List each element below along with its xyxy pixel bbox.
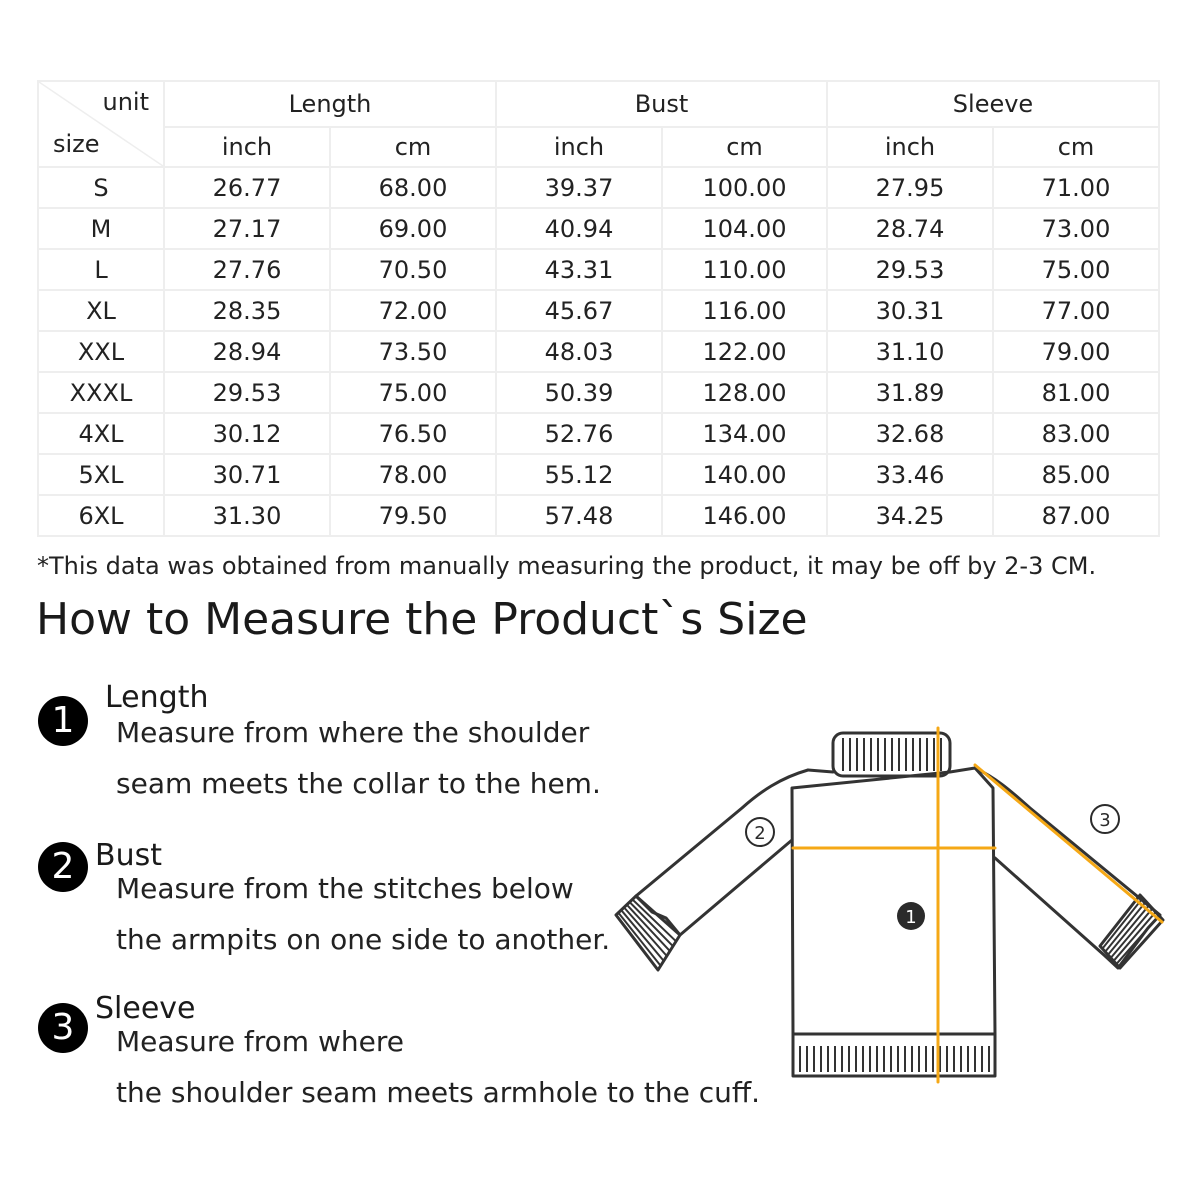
size-cell: 4XL [38, 413, 164, 454]
measurement-disclaimer: *This data was obtained from manually measuring the product, it may be off by 2-3 CM. [37, 552, 1097, 580]
value-cell: 55.12 [496, 454, 662, 495]
group-header-row [38, 81, 1159, 127]
left-cuff-outline [616, 896, 680, 970]
value-cell: 40.94 [496, 208, 662, 249]
group-header-sleeve: Sleeve [827, 81, 1159, 127]
value-cell: 140.00 [662, 454, 827, 495]
instruction-text: Measure from where the shoulder [116, 716, 590, 749]
instruction-text: seam meets the collar to the hem. [116, 767, 601, 800]
value-cell: 27.17 [164, 208, 330, 249]
value-cell: 116.00 [662, 290, 827, 331]
unit-header-cell: inch [164, 127, 330, 167]
value-cell: 79.00 [993, 331, 1159, 372]
value-cell: 68.00 [330, 167, 496, 208]
value-cell: 72.00 [330, 290, 496, 331]
hem-band-outline [793, 1034, 995, 1076]
unit-header-cell: cm [330, 127, 496, 167]
instruction-title: Length [105, 680, 209, 715]
size-cell: L [38, 249, 164, 290]
value-cell: 85.00 [993, 454, 1159, 495]
value-cell: 76.50 [330, 413, 496, 454]
value-cell: 75.00 [993, 249, 1159, 290]
value-cell: 50.39 [496, 372, 662, 413]
value-cell: 128.00 [662, 372, 827, 413]
marker-one [897, 902, 925, 930]
table-row [38, 495, 1159, 536]
value-cell: 30.31 [827, 290, 993, 331]
number-one-badge: 1 [38, 696, 88, 746]
value-cell: 26.77 [164, 167, 330, 208]
instruction-title: Sleeve [95, 991, 196, 1026]
instruction-text: the armpits on one side to another. [116, 923, 611, 956]
value-cell: 79.50 [330, 495, 496, 536]
unit-header-cell: inch [827, 127, 993, 167]
instruction-title: Bust [95, 838, 162, 873]
value-cell: 75.00 [330, 372, 496, 413]
marker-two-label: 2 [754, 823, 766, 844]
value-cell: 110.00 [662, 249, 827, 290]
value-cell: 57.48 [496, 495, 662, 536]
left-sleeve-outline [636, 770, 808, 935]
marker-three [1091, 805, 1119, 833]
value-cell: 39.37 [496, 167, 662, 208]
table-row [38, 167, 1159, 208]
value-cell: 28.35 [164, 290, 330, 331]
value-cell: 31.89 [827, 372, 993, 413]
value-cell: 100.00 [662, 167, 827, 208]
size-cell: 5XL [38, 454, 164, 495]
value-cell: 73.50 [330, 331, 496, 372]
value-cell: 146.00 [662, 495, 827, 536]
corner-unit-label: unit [102, 88, 149, 116]
table-row [38, 372, 1159, 413]
value-cell: 45.67 [496, 290, 662, 331]
value-cell: 73.00 [993, 208, 1159, 249]
value-cell: 78.00 [330, 454, 496, 495]
value-cell: 48.03 [496, 331, 662, 372]
table-row [38, 208, 1159, 249]
value-cell: 29.53 [164, 372, 330, 413]
value-cell: 32.68 [827, 413, 993, 454]
value-cell: 43.31 [496, 249, 662, 290]
value-cell: 87.00 [993, 495, 1159, 536]
value-cell: 34.25 [827, 495, 993, 536]
marker-two [746, 818, 774, 846]
value-cell: 81.00 [993, 372, 1159, 413]
size-cell: M [38, 208, 164, 249]
value-cell: 134.00 [662, 413, 827, 454]
size-cell: XL [38, 290, 164, 331]
value-cell: 27.76 [164, 249, 330, 290]
group-header-bust: Bust [496, 81, 827, 127]
sweater-body-outline [792, 768, 995, 1034]
sweater-measurement-diagram [600, 715, 1180, 1095]
instruction-text: Measure from where [116, 1025, 404, 1058]
instruction-text: Measure from the stitches below [116, 872, 574, 905]
value-cell: 27.95 [827, 167, 993, 208]
table-row [38, 290, 1159, 331]
value-cell: 69.00 [330, 208, 496, 249]
size-cell: 6XL [38, 495, 164, 536]
value-cell: 28.94 [164, 331, 330, 372]
instruction-text: the shoulder seam meets armhole to the cuff. [116, 1076, 761, 1109]
number-three-badge: 3 [38, 1003, 88, 1053]
value-cell: 71.00 [993, 167, 1159, 208]
size-cell: S [38, 167, 164, 208]
number-two-badge: 2 [38, 842, 88, 892]
marker-one-label: 1 [905, 907, 917, 928]
table-row [38, 454, 1159, 495]
size-cell: XXL [38, 331, 164, 372]
value-cell: 83.00 [993, 413, 1159, 454]
unit-header-row [38, 127, 1159, 167]
value-cell: 30.12 [164, 413, 330, 454]
value-cell: 70.50 [330, 249, 496, 290]
group-header-length: Length [164, 81, 496, 127]
corner-size-label: size [53, 130, 100, 158]
table-row [38, 331, 1159, 372]
table-row [38, 413, 1159, 454]
corner-header-cell [38, 81, 164, 167]
value-cell: 33.46 [827, 454, 993, 495]
size-table-body [38, 167, 1159, 536]
value-cell: 28.74 [827, 208, 993, 249]
value-cell: 30.71 [164, 454, 330, 495]
unit-header-cell: cm [993, 127, 1159, 167]
sleeve-measure-line [975, 765, 1162, 922]
value-cell: 52.76 [496, 413, 662, 454]
value-cell: 104.00 [662, 208, 827, 249]
page-title: How to Measure the Product`s Size [36, 594, 808, 645]
unit-header-cell: cm [662, 127, 827, 167]
right-cuff-outline [1100, 895, 1163, 968]
value-cell: 31.30 [164, 495, 330, 536]
value-cell: 77.00 [993, 290, 1159, 331]
size-chart-table [37, 80, 1160, 537]
marker-three-label: 3 [1099, 810, 1111, 831]
value-cell: 29.53 [827, 249, 993, 290]
value-cell: 122.00 [662, 331, 827, 372]
size-cell: XXXL [38, 372, 164, 413]
unit-header-cell: inch [496, 127, 662, 167]
table-row [38, 249, 1159, 290]
value-cell: 31.10 [827, 331, 993, 372]
